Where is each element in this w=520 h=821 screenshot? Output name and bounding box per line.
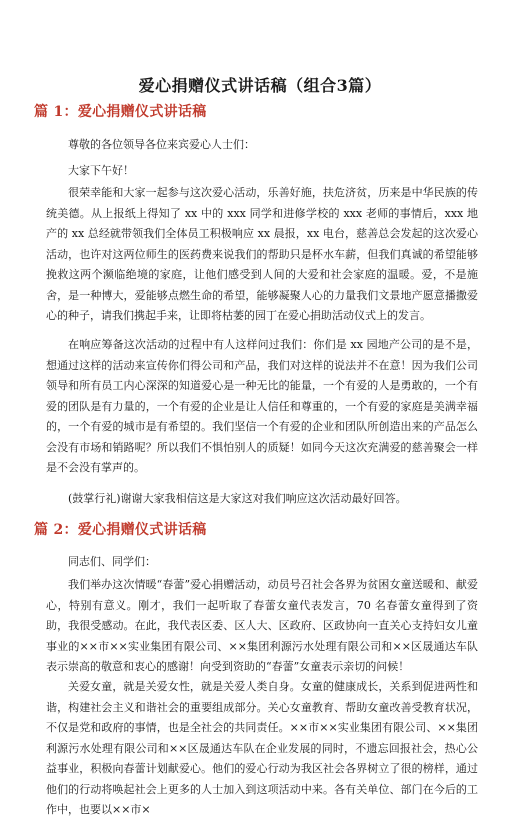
section-2-greeting: 同志们、同学们： [68,555,156,568]
section-1-paragraph-1: 很荣幸能和大家一起参与这次爱心活动，乐善好施，扶危济贫，历来是中华民族的传统美德。从上报纸上得知了 xx 中的 xxx 同学和进修学校的 xxx 老师的事情后，xxx 地产的 xx 总经就带领我们全体员工积极响应 xx 晨报，xx 电台，慈善总会发起的这次爱心活动，也许对这两位师生的医药费来说我们的帮助只是杯水车薪，但我们真诚的希望能够挽救这两个濒临绝境的家庭，让他们感受到人间的大爱和社会家庭的温暖。爱，不是施舍，是一种博大，爱能够点燃生命的希望，能够凝聚人心的力量我们文景地产愿意播撒爱心的种子，请我们携起手来，让即将枯萎的园丁在爱心捐助活动仪式上的发言。 [46,186,478,322]
section-1-paragraph-3: (鼓掌行礼)谢谢大家我相信这是大家这对我们响应这次活动最好回答。 [68,492,407,505]
document-title: 爱心捐赠仪式讲话稿（组合3篇） [138,76,382,95]
section-1-greeting: 尊敬的各位领导各位来宾爱心人士们： [68,138,255,151]
section-2-paragraph-1: 我们举办这次情暖“春蕾”爱心捐赠活动，动员号召社会各界为贫困女童送暖和、献爱心，特别有意义。刚才，我们一起听取了春蕾女童代表发言，70 名春蕾女童得到了资助，我很受感动。在此，我代表区委、区人大、区政府、区政协向一直关心支持妇女儿童事业的××市××实业集团有限公司、××集团利源污水处理有限公司和××区晟通达车队表示崇高的敬意和衷心的感谢！向受到资助的“春蕾”女童表示亲切的问候！ [46,578,478,673]
section-1-hello: 大家下午好！ [68,164,134,177]
section-2-heading: 篇 2：爱心捐赠仪式讲话稿 [34,522,207,538]
section-1-heading: 篇 1：爱心捐赠仪式讲话稿 [34,104,207,120]
section-1-paragraph-2: 在响应筹备这次活动的过程中有人这样问过我们：你们是 xx 园地产公司的是不是，想通过这样的活动来宣传你们得公司和产品，我们对这样的说法并不在意！因为我们公司领导和所有员工内心深深的知道爱心是一种无比的能量，一个有爱的人是勇敢的，一个有爱的团队是有力量的，一个有爱的企业是让人信任和尊重的，一个有爱的家庭是美满幸福的，一个有爱的城市是有希望的。我们坚信一个有爱的企业和团队所创造出来的产品怎么会没有市场和销路呢？所以我们不惧怕别人的质疑！如同今天这次充满爱的慈善聚会一样是不会没有掌声的。 [46,338,478,474]
section-2-paragraph-2: 关爱女童，就是关爱女性，就是关爱人类自身。女童的健康成长，关系到促进两性和谐，构建社会主义和谐社会的重要组成部分。关心女童教育、帮助女童改善受教育状况，不仅是党和政府的事情，也是全社会的共同责任。××市××实业集团有限公司、××集团利源污水处理有限公司和××区晟通达车队在企业发展的同时，不遗忘回报社会，热心公益事业，积极向春蕾计划献爱心。他们的爱心行动为我区社会各界树立了很的榜样，通过他们的行动将唤起社会上更多的人士加入到这项活动中来。各有关单位、部门在今后的工作中，也要以××市× [46,680,478,816]
